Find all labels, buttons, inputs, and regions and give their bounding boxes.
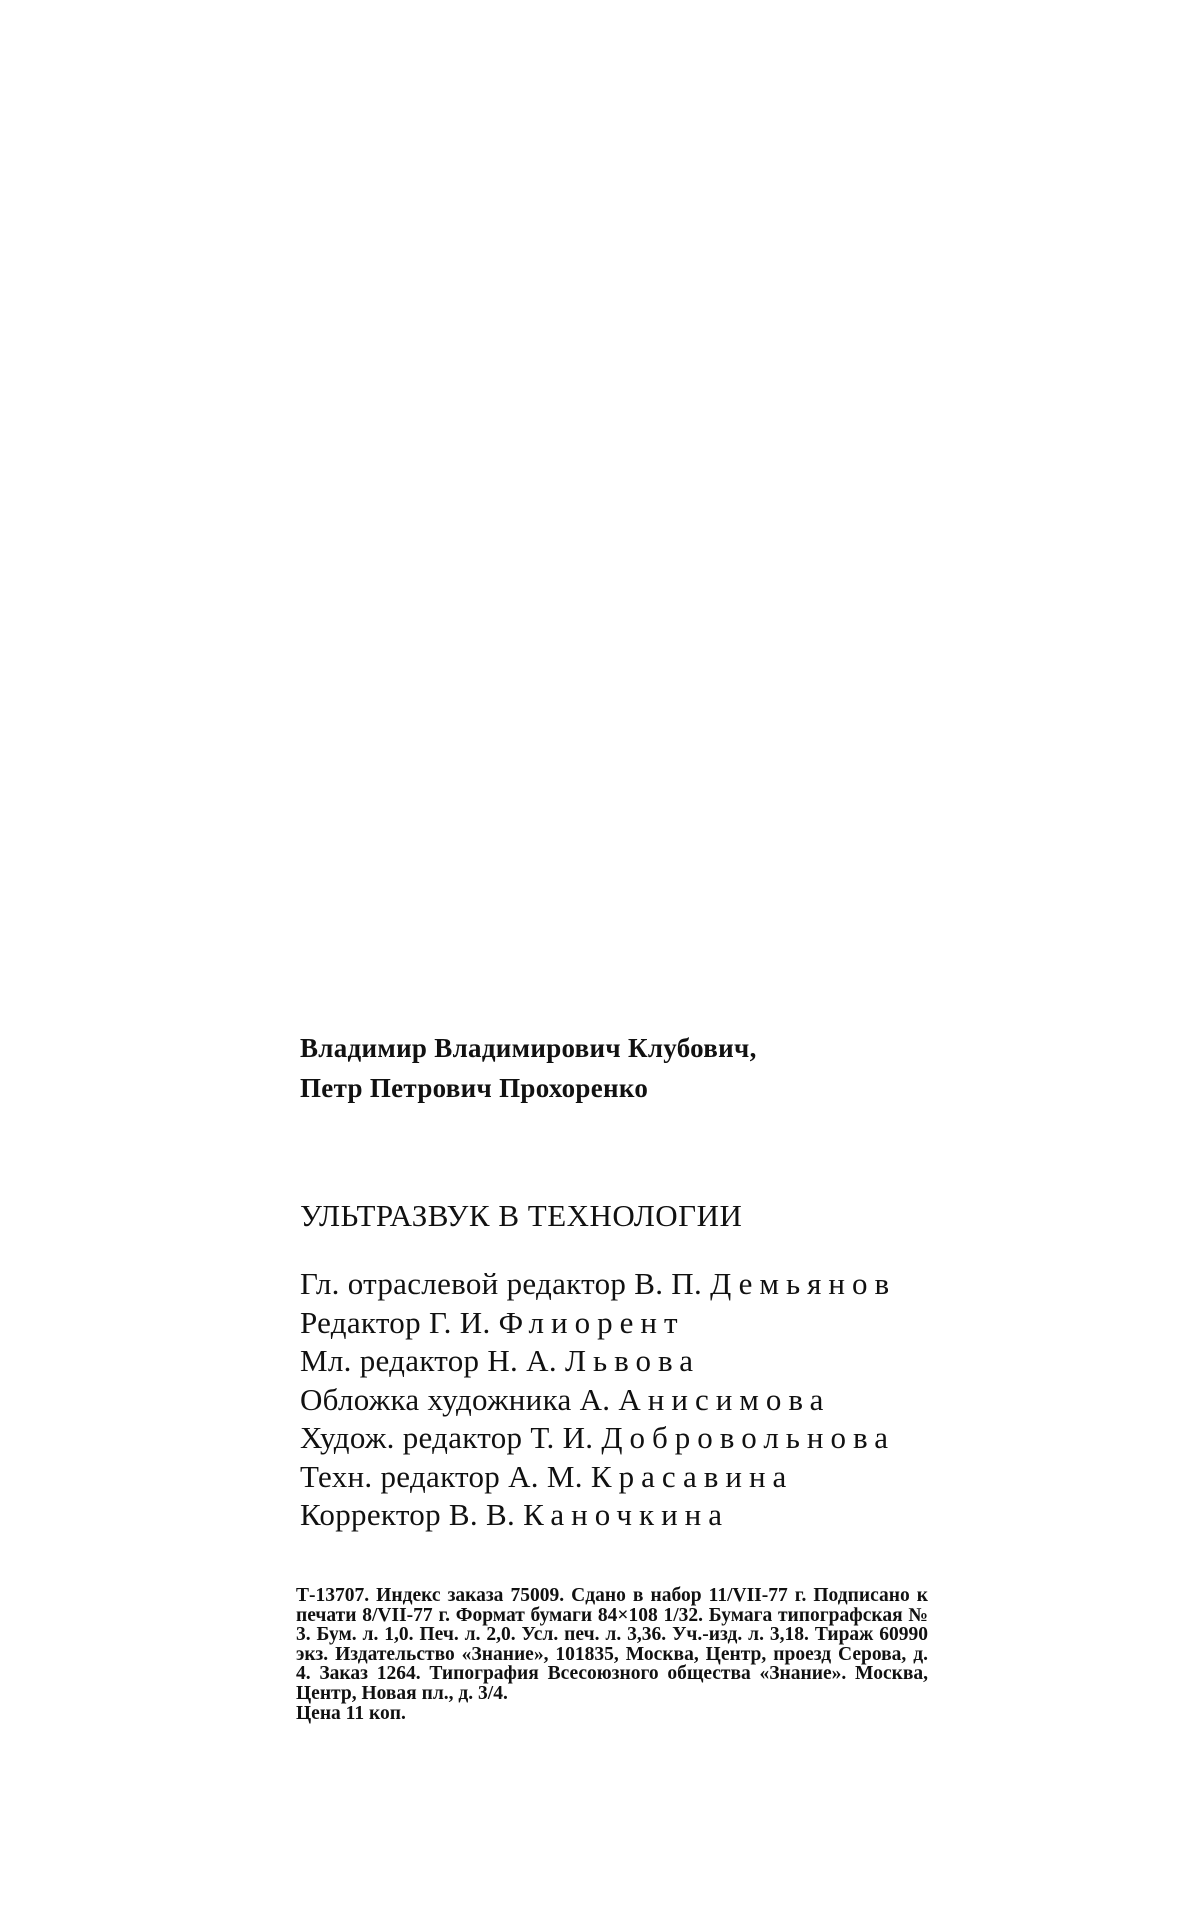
credit-role: Гл. отраслевой редактор В. П. <box>300 1266 703 1301</box>
credit-surname: Каночкина <box>523 1497 730 1532</box>
credit-surname: Добровольнова <box>601 1420 896 1455</box>
imprint-block <box>296 1586 928 1723</box>
credit-role: Корректор В. В. <box>300 1497 516 1532</box>
credit-role: Мл. редактор Н. А. <box>300 1343 557 1378</box>
price-text: Цена 11 коп. <box>296 1702 406 1724</box>
credit-row <box>300 1265 896 1304</box>
imprint-text: Т-13707. Индекс заказа 75009. Сдано в набор 11/VII-77 г. Подписано к печати 8/VII-77 г. Формат бумаги 84×108 1/32. Бумага типографская № 3. Бум. л. 1,0. Печ. л. 2,0. Усл. печ. л. 3,36. Уч.-изд. л. 3,18. Тираж 60990 экз. Издательство «Знание», 101835, Москва, Центр, проезд Серова, д. 4. Заказ 1264. Типография Всесоюзного общества «Знание». Москва, Центр, Новая пл., д. 3/4. <box>296 1585 928 1704</box>
book-title: УЛЬТРАЗВУК В ТЕХНОЛОГИИ <box>300 1198 743 1233</box>
credit-surname: Анисимова <box>618 1381 831 1417</box>
credit-surname: Львова <box>564 1343 701 1378</box>
author-name: Петр Петрович Прохоренко <box>300 1073 649 1103</box>
author-name: Владимир Владимирович Клубович, <box>300 1033 757 1063</box>
credit-row <box>300 1304 896 1343</box>
credit-row <box>300 1381 896 1420</box>
credit-surname: Флиорент <box>498 1304 685 1340</box>
credit-role: Техн. редактор А. М. <box>300 1458 583 1494</box>
credit-role: Худож. редактор Т. И. <box>300 1420 594 1455</box>
authors-block <box>300 1028 757 1108</box>
credit-surname: Демьянов <box>710 1266 897 1301</box>
credit-role: Обложка художника А. <box>300 1381 611 1417</box>
credit-row <box>300 1419 896 1458</box>
credit-role: Редактор Г. И. <box>300 1304 491 1340</box>
credit-row <box>300 1342 896 1381</box>
credit-row <box>300 1458 896 1497</box>
credits-list <box>300 1265 896 1535</box>
credit-surname: Красавина <box>590 1458 794 1494</box>
credit-row <box>300 1496 896 1535</box>
